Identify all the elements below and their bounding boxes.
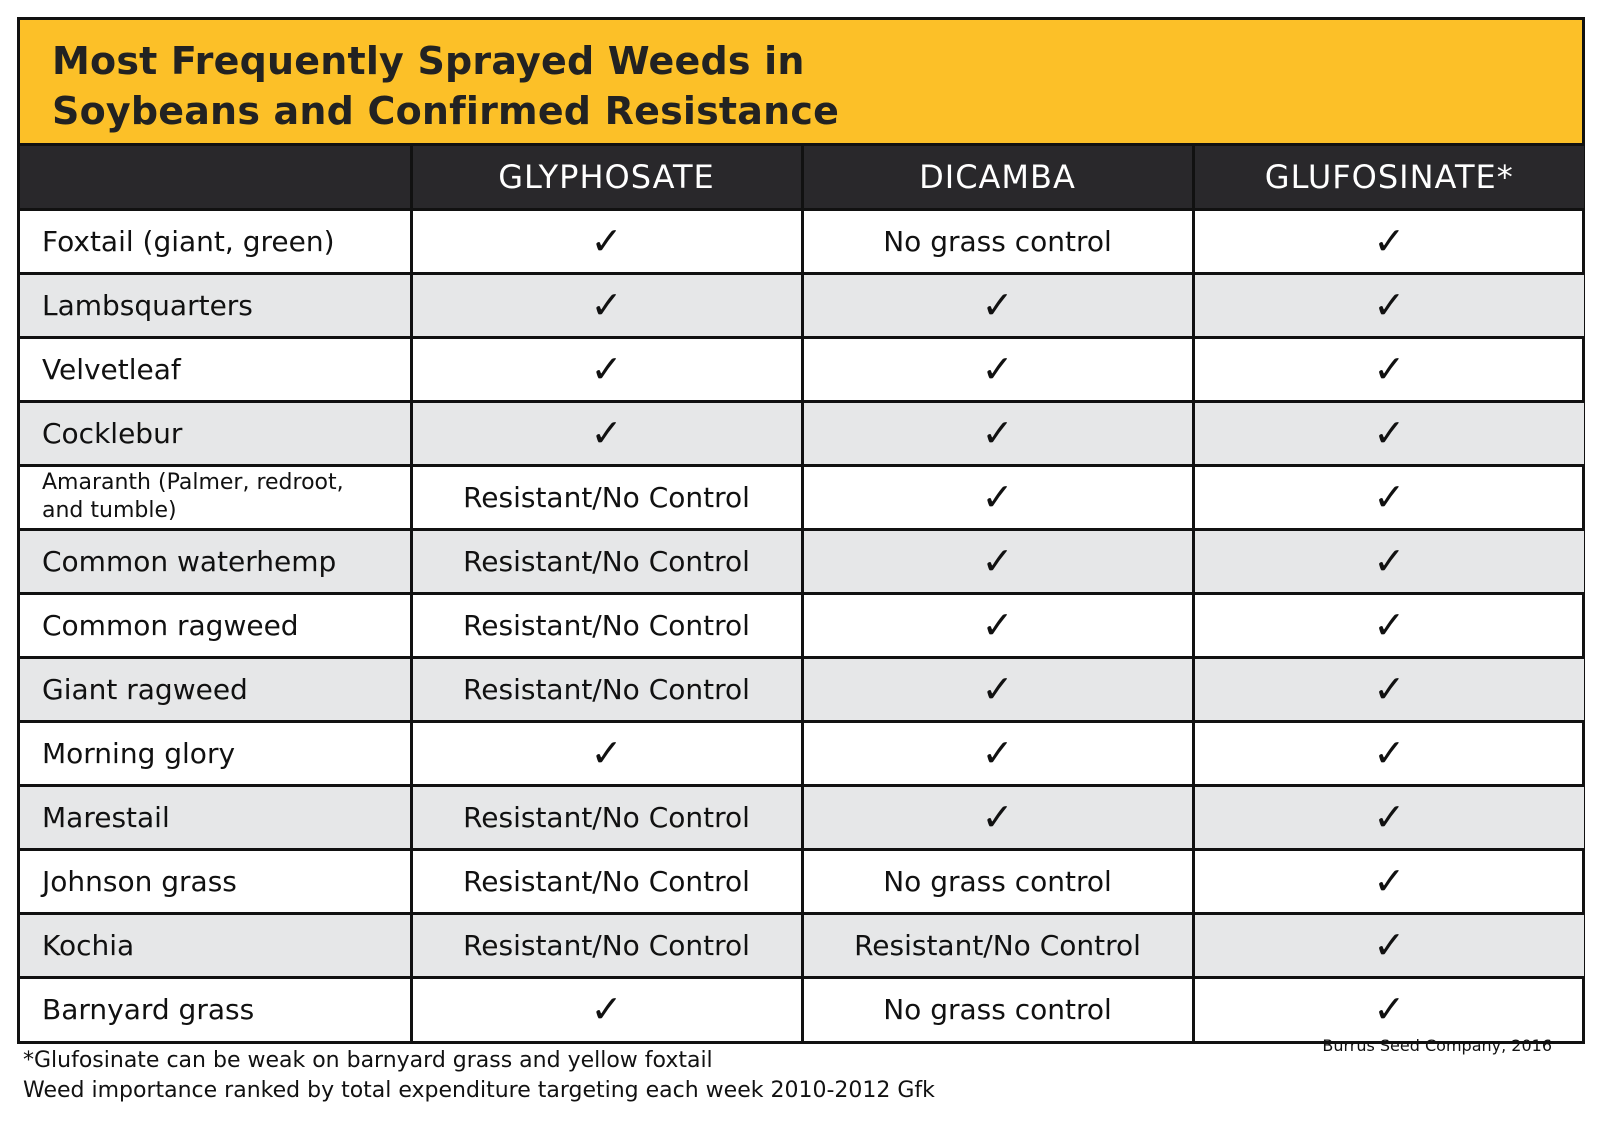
checkmark-icon: ✓ [981,666,1014,711]
checkmark-icon: ✓ [1373,474,1406,519]
dicamba-cell [802,465,1193,529]
checkmark-icon: ✓ [1373,218,1406,263]
checkmark-icon: ✓ [590,410,623,455]
checkmark-icon: ✓ [590,218,623,263]
glufosinate-cell [1193,721,1584,785]
weed-name-cell: Johnson grass [42,864,237,898]
glufosinate-cell [1193,273,1584,337]
glyphosate-cell [411,401,802,465]
glyphosate-cell: Resistant/No Control [411,913,802,977]
weed-name-cell: Morning glory [42,736,236,770]
checkmark-icon: ✓ [1373,666,1406,711]
header-glufosinate: GLUFOSINATE* [1193,146,1584,209]
dicamba-cell [802,401,1193,465]
dicamba-cell: No grass control [802,209,1193,273]
checkmark-icon: ✓ [981,474,1014,519]
glufosinate-cell [1193,913,1584,977]
checkmark-icon: ✓ [981,538,1014,583]
checkmark-icon: ✓ [590,987,623,1032]
glyphosate-cell [411,977,802,1041]
table-body [20,209,1584,1041]
glufosinate-cell [1193,209,1584,273]
dicamba-cell [802,785,1193,849]
glyphosate-cell: Resistant/No Control [411,785,802,849]
checkmark-icon: ✓ [1373,922,1406,967]
checkmark-icon: ✓ [981,346,1014,391]
glyphosate-cell: Resistant/No Control [411,657,802,721]
glufosinate-cell [1193,337,1584,401]
weed-name-cell: Cocklebur [42,416,183,450]
source-credit: Burrus Seed Company, 2016 [1322,1036,1552,1055]
glufosinate-cell [1193,465,1584,529]
table-row [20,785,1584,849]
glufosinate-cell [1193,849,1584,913]
dicamba-cell [802,657,1193,721]
glyphosate-cell [411,209,802,273]
title-line-2: Soybeans and Confirmed Resistance [52,89,840,133]
checkmark-icon: ✓ [981,602,1014,647]
checkmark-icon: ✓ [981,730,1014,775]
header-glyphosate: GLYPHOSATE [411,146,802,209]
table-row [20,465,1584,529]
weed-name-cell: Kochia [42,928,135,962]
table-row [20,273,1584,337]
weed-name-cell: Velvetleaf [42,352,181,386]
glufosinate-cell [1193,401,1584,465]
dicamba-cell [802,273,1193,337]
checkmark-icon: ✓ [1373,538,1406,583]
footnotes [23,1046,935,1106]
weed-name-cell: Barnyard grass [42,993,255,1027]
table-row [20,913,1584,977]
glyphosate-cell: Resistant/No Control [411,529,802,593]
table-row [20,337,1584,401]
table-row [20,529,1584,593]
glufosinate-cell [1193,785,1584,849]
table-row [20,721,1584,785]
title-line-1: Most Frequently Sprayed Weeds in [52,39,805,83]
dicamba-cell [802,337,1193,401]
table-row [20,977,1584,1041]
dicamba-cell: Resistant/No Control [802,913,1193,977]
checkmark-icon: ✓ [981,282,1014,327]
table-row [20,401,1584,465]
weed-name-cell: Amaranth (Palmer, redroot, and tumble) [42,470,344,523]
glyphosate-cell [411,273,802,337]
header-dicamba: DICAMBA [802,146,1193,209]
header-weed [20,146,411,209]
weed-name-cell: Common ragweed [42,608,299,642]
checkmark-icon: ✓ [1373,410,1406,455]
table-row [20,209,1584,273]
weed-name-cell: Foxtail (giant, green) [42,224,335,258]
glufosinate-cell [1193,593,1584,657]
table-row [20,657,1584,721]
weed-resistance-chart [17,17,1585,1044]
checkmark-icon: ✓ [1373,858,1406,903]
weed-name-cell: Marestail [42,800,170,834]
glyphosate-cell: Resistant/No Control [411,849,802,913]
footnote-ranking: Weed importance ranked by total expenditure targeting each week 2010-2012 Gfk [23,1078,935,1103]
table-row [20,593,1584,657]
glufosinate-cell [1193,977,1584,1041]
dicamba-cell [802,529,1193,593]
glyphosate-cell: Resistant/No Control [411,465,802,529]
resistance-table [20,146,1584,1041]
glyphosate-cell: Resistant/No Control [411,593,802,657]
checkmark-icon: ✓ [590,346,623,391]
footnote-glufosinate: *Glufosinate can be weak on barnyard grass and yellow foxtail [23,1048,713,1073]
dicamba-cell: No grass control [802,849,1193,913]
glyphosate-cell [411,721,802,785]
glufosinate-cell [1193,529,1584,593]
weed-name-cell: Common waterhemp [42,544,337,578]
weed-name-cell: Giant ragweed [42,672,248,706]
checkmark-icon: ✓ [1373,987,1406,1032]
glyphosate-cell [411,337,802,401]
checkmark-icon: ✓ [590,730,623,775]
checkmark-icon: ✓ [1373,602,1406,647]
dicamba-cell: No grass control [802,977,1193,1041]
glufosinate-cell [1193,657,1584,721]
checkmark-icon: ✓ [1373,730,1406,775]
checkmark-icon: ✓ [981,410,1014,455]
dicamba-cell [802,593,1193,657]
checkmark-icon: ✓ [590,282,623,327]
title-bar [20,20,1582,146]
checkmark-icon: ✓ [981,794,1014,839]
weed-name-cell: Lambsquarters [42,288,253,322]
dicamba-cell [802,721,1193,785]
header-row [20,146,1584,209]
checkmark-icon: ✓ [1373,282,1406,327]
checkmark-icon: ✓ [1373,346,1406,391]
table-row [20,849,1584,913]
checkmark-icon: ✓ [1373,794,1406,839]
